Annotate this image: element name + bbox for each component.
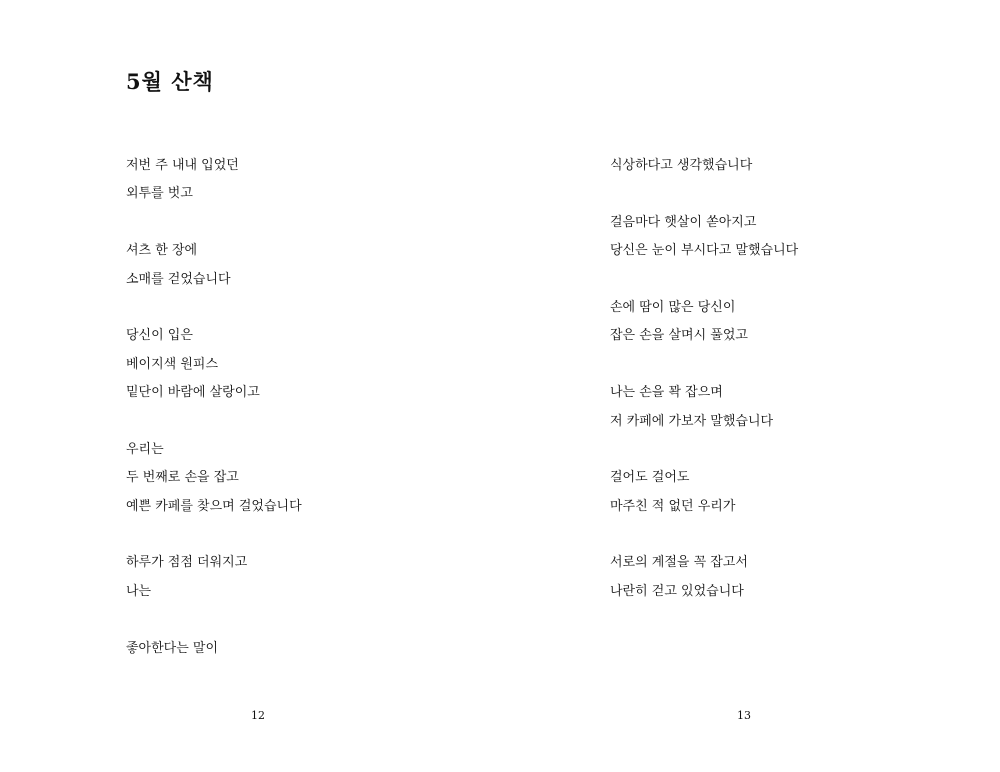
stanza-break	[126, 521, 302, 549]
poem-line: 예쁜 카페를 찾으며 걸었습니다	[126, 498, 302, 514]
poem-line: 걸어도 걸어도	[610, 470, 690, 486]
stanza-break	[610, 351, 798, 379]
stanza-break	[126, 209, 302, 237]
page-number: 12	[251, 709, 265, 722]
poem-line: 베이지색 원피스	[126, 356, 219, 372]
stanza-break	[610, 521, 798, 549]
poem-line: 밑단이 바람에 살랑이고	[126, 385, 260, 401]
poem-line: 하루가 점점 더워지고	[126, 555, 248, 571]
poem-line: 좋아한다는 말이	[126, 640, 219, 656]
poem-line: 손에 땀이 많은 당신이	[610, 299, 736, 315]
stanza-break	[610, 436, 798, 464]
poem-line: 나는	[126, 583, 152, 599]
poem-line: 우리는	[126, 441, 164, 457]
stanza-break	[610, 266, 798, 294]
poem-title: 5월 산책	[126, 69, 214, 94]
poem-line: 나는 손을 꽉 잡으며	[610, 385, 723, 401]
poem-line: 셔츠 한 장에	[126, 243, 198, 259]
poem-line: 서로의 계절을 꼭 잡고서	[610, 555, 748, 571]
poem-line: 당신은 눈이 부시다고 말했습니다	[610, 243, 799, 259]
poem-line: 마주친 적 없던 우리가	[610, 498, 736, 514]
stanza-break	[126, 606, 302, 634]
right-page	[500, 0, 1000, 772]
poem-line: 두 번째로 손을 잡고	[126, 470, 239, 486]
poem-line: 소매를 걷었습니다	[126, 271, 231, 287]
poem-line: 외투를 벗고	[126, 186, 193, 202]
poem-body-right	[610, 152, 798, 606]
page-number: 13	[737, 709, 751, 722]
poem-line: 당신이 입은	[126, 328, 193, 344]
stanza-break	[610, 180, 798, 208]
poem-line: 나란히 걷고 있었습니다	[610, 583, 744, 599]
poem-body-left	[126, 152, 302, 663]
poem-line: 잡은 손을 살며시 풀었고	[610, 328, 748, 344]
poem-line: 걸음마다 햇살이 쏟아지고	[610, 214, 757, 230]
stanza-break	[126, 294, 302, 322]
poem-line: 저번 주 내내 입었던	[126, 158, 239, 173]
poem-line: 저 카페에 가보자 말했습니다	[610, 413, 774, 429]
poem-line: 식상하다고 생각했습니다	[610, 158, 753, 173]
stanza-break	[126, 408, 302, 436]
